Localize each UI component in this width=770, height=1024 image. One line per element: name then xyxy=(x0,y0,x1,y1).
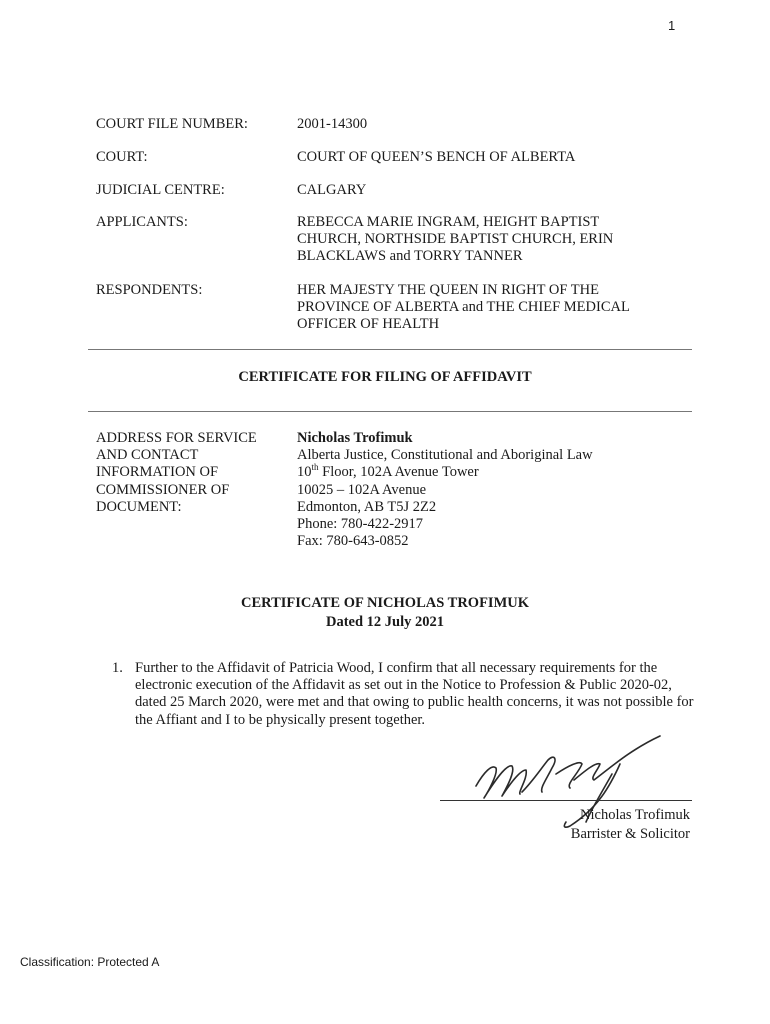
respondents-label: RESPONDENTS: xyxy=(96,282,203,298)
address-block xyxy=(297,430,717,550)
divider-top xyxy=(88,349,692,350)
classification-footer: Classification: Protected A xyxy=(20,955,160,969)
commissioner-floor: 10th Floor, 102A Avenue Tower xyxy=(297,462,479,481)
commissioner-phone: Phone: 780-422-2917 xyxy=(297,516,424,533)
paragraph-text: Further to the Affidavit of Patricia Wood, I confirm that all necessary requirements for the electronic execution of the Affidavit as set out in the Notice to Profession & Public 2020-02, dated 25 March 2020, were met and that owing to public health concerns, it was not possible for the Affiant and I to be physically present together. xyxy=(135,660,694,728)
respondents-value: HER MAJESTY THE QUEEN IN RIGHT OF THE PROVINCE OF ALBERTA and THE CHIEF MEDICAL OFFICER OF HEALTH xyxy=(297,282,630,332)
court-file-number-value: 2001-14300 xyxy=(297,116,368,132)
certificate-title: CERTIFICATE OF NICHOLAS TROFIMUK xyxy=(240,595,530,611)
address-for-service-label: ADDRESS FOR SERVICE AND CONTACT INFORMATION OF COMMISSIONER OF DOCUMENT: xyxy=(96,430,257,515)
divider-bottom xyxy=(88,411,692,412)
paragraph-number: 1. xyxy=(112,660,123,676)
commissioner-fax: Fax: 780-643-0852 xyxy=(297,533,409,550)
judicial-centre-value: CALGARY xyxy=(297,182,367,198)
commissioner-name: Nicholas Trofimuk xyxy=(297,430,413,446)
court-value: COURT OF QUEEN’S BENCH OF ALBERTA xyxy=(297,149,576,165)
certificate-date: Dated 12 July 2021 xyxy=(325,614,445,630)
court-label: COURT: xyxy=(96,149,148,165)
applicants-label: APPLICANTS: xyxy=(96,214,188,230)
court-file-number-label: COURT FILE NUMBER: xyxy=(96,116,248,132)
judicial-centre-label: JUDICIAL CENTRE: xyxy=(96,182,225,198)
commissioner-street: 10025 – 102A Avenue xyxy=(297,481,427,498)
signature-line xyxy=(440,800,692,801)
signatory-name: Nicholas Trofimuk xyxy=(580,807,690,823)
page-number: 1 xyxy=(668,18,676,33)
signatory-title: Barrister & Solicitor xyxy=(570,826,690,842)
applicants-value: REBECCA MARIE INGRAM, HEIGHT BAPTIST CHURCH, NORTHSIDE BAPTIST CHURCH, ERIN BLACKLAWS and TORRY TANNER xyxy=(297,214,614,264)
document-title: CERTIFICATE FOR FILING OF AFFIDAVIT xyxy=(238,369,532,385)
commissioner-city: Edmonton, AB T5J 2Z2 xyxy=(297,498,437,515)
commissioner-organization: Alberta Justice, Constitutional and Aboriginal Law xyxy=(297,447,593,464)
